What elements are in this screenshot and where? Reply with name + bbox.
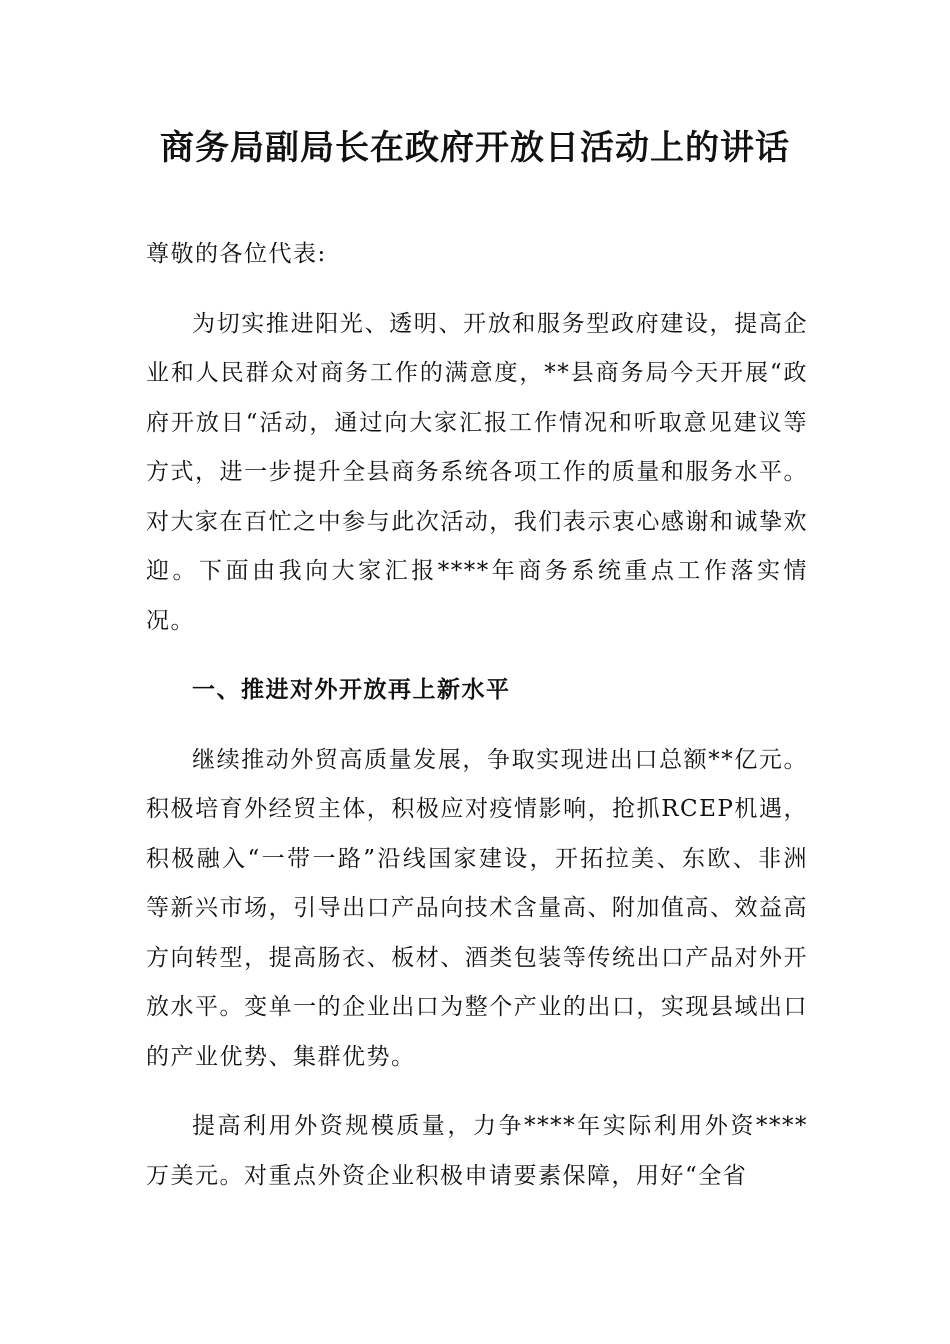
document-body [146,230,808,1221]
intro-paragraph: 为切实推进阳光、透明、开放和服务型政府建设，提高企业和人民群众对商务工作的满意度，**县商务局今天开展“政府开放日“活动，通过向大家汇报工作情况和听取意见建议等方式，进一步提升全县商务系统各项工作的质量和服务水平。对大家在百忙之中参与此次活动，我们表示衷心感谢和诚挚欢迎。下面由我向大家汇报****年商务系统重点工作落实情况。 [146,310,808,634]
section-paragraph-2: 提高利用外资规模质量，力争****年实际利用外资****万美元。对重点外资企业积极申请要素保障，用好“全省 [146,1113,808,1189]
section-heading: 一、推进对外开放再上新水平 [192,677,511,703]
salutation: 尊敬的各位代表: [146,241,327,267]
document-title: 商务局副局长在政府开放日活动上的讲话 [160,128,790,168]
section-paragraph-1: 继续推动外贸高质量发展，争取实现进出口总额**亿元。积极培育外经贸主体，积极应对疫情影响，抢抓RCEP机遇，积极融入“一带一路”沿线国家建设，开拓拉美、东欧、非洲等新兴市场，引导出口产品向技术含量高、附加值高、效益高方向转型，提高肠衣、板材、酒类包装等传统出口产品对外开放水平。变单一的企业出口为整个产业的出口，实现县域出口的产业优势、集群优势。 [146,746,808,1070]
